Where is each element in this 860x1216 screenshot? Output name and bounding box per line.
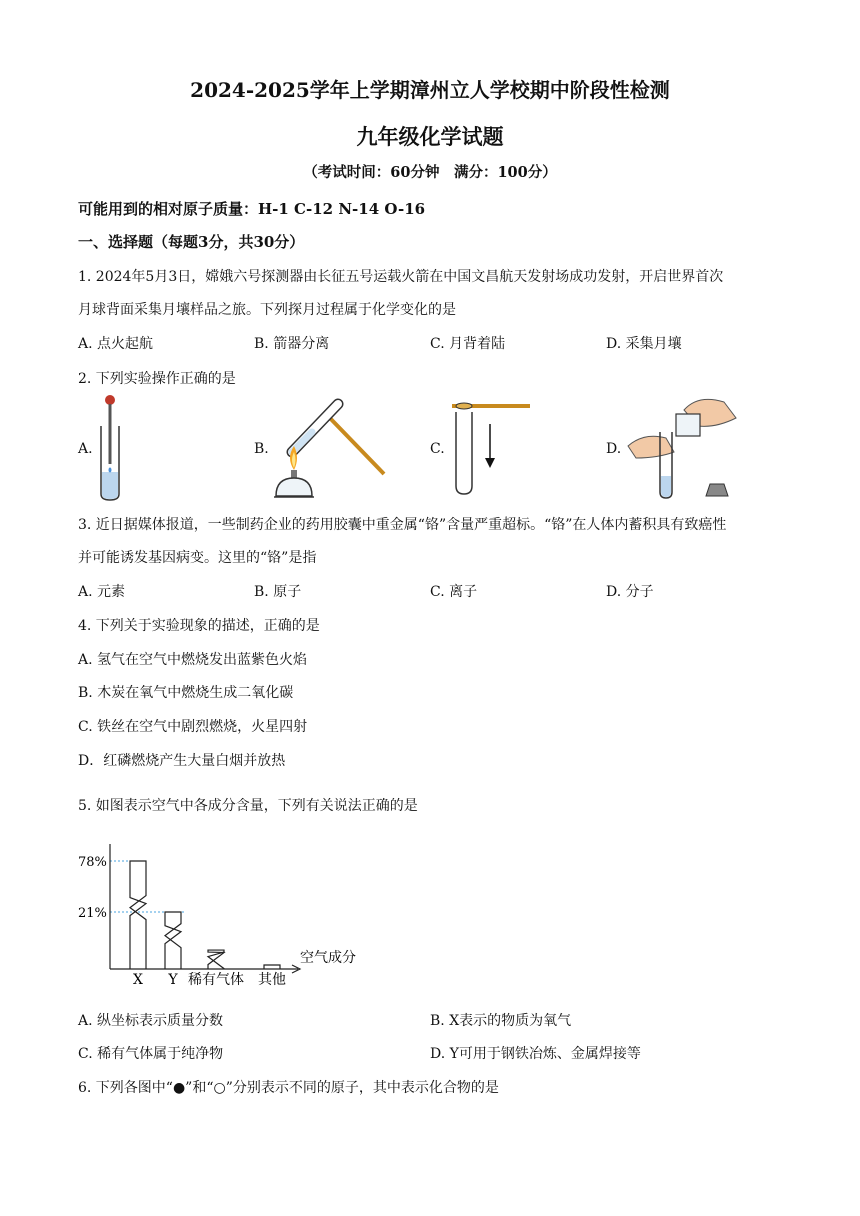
dropper-tube — [109, 404, 112, 464]
reagent-bottle — [676, 414, 700, 436]
q5-stem: 5. 如图表示空气中各成分含量，下列有关说法正确的是 — [78, 798, 418, 814]
q5-option-c: C. 稀有气体属于纯净物 — [78, 1046, 224, 1062]
exam-info: （考试时间：60分钟 满分：100分） — [303, 164, 557, 181]
exam-title: 2024-2025学年上学期漳州立人学校期中阶段性检测 — [190, 78, 670, 102]
section-one-heading: 一、选择题（每题3分，共30分） — [78, 233, 305, 251]
q1-option-b: B. 箭器分离 — [254, 336, 330, 352]
x-tick-label-3: 其他 — [258, 972, 286, 988]
bar-0 — [130, 861, 146, 969]
q4-option-d: D．红磷燃烧产生大量白烟并放热 — [78, 753, 286, 769]
tube-arrow-figure — [448, 398, 534, 498]
q1-option-a: A. 点火起航 — [78, 336, 154, 352]
q5-option-a: A. 纵坐标表示质量分数 — [78, 1013, 224, 1029]
q5-option-b: B. X表示的物质为氧气 — [430, 1013, 572, 1029]
pouring-figure — [624, 392, 742, 504]
q2-label-b: B. — [254, 441, 269, 457]
hand-icon-2 — [628, 436, 674, 458]
q5-option-d: D. Y可用于钢铁冶炼、金属焊接等 — [430, 1046, 641, 1062]
q4-stem: 4. 下列关于实验现象的描述，正确的是 — [78, 618, 320, 634]
test-tube-c — [456, 412, 472, 494]
x-tick-label-0: X — [133, 972, 143, 988]
exam-subtitle: 九年级化学试题 — [356, 124, 504, 149]
q2-label-d: D. — [606, 441, 622, 457]
q2-label-c: C. — [430, 441, 445, 457]
q4-option-a: A. 氢气在空气中燃烧发出蓝紫色火焰 — [78, 652, 308, 668]
air-composition-chart — [76, 840, 376, 990]
x-axis-title: 空气成分 — [300, 950, 356, 966]
bottle-stopper — [706, 484, 728, 496]
x-tick-label-1: Y — [168, 972, 178, 988]
q2-label-a: A. — [78, 441, 93, 457]
q1-line2: 月球背面采集月壤样品之旅。下列探月过程属于化学变化的是 — [78, 302, 456, 318]
dropper-bulb — [105, 395, 115, 405]
q3-option-a: A. 元素 — [78, 584, 126, 600]
ytick-label-78: 78% — [78, 855, 107, 870]
q3-option-c: C. 离子 — [430, 584, 478, 600]
q3-line2: 并可能诱发基因病变。这里的“铬”是指 — [78, 550, 317, 566]
bar-1 — [165, 912, 181, 969]
q4-option-b: B. 木炭在氧气中燃烧生成二氧化碳 — [78, 685, 294, 701]
heating-figure — [272, 392, 390, 504]
bar-2 — [208, 950, 224, 969]
liquid-a — [102, 472, 118, 499]
q3-option-d: D. 分子 — [606, 584, 654, 600]
atomic-masses: 可能用到的相对原子质量：H-1 C-12 N-14 O-16 — [78, 200, 426, 218]
x-tick-label-2: 稀有气体 — [188, 972, 244, 988]
q4-option-c: C. 铁丝在空气中剧烈燃烧，火星四射 — [78, 719, 308, 735]
drop-icon — [109, 468, 112, 473]
q1-option-c: C. 月背着陆 — [430, 336, 506, 352]
alcohol-lamp — [276, 478, 312, 496]
q2-stem: 2. 下列实验操作正确的是 — [78, 371, 236, 387]
dropper-figure — [96, 392, 132, 504]
q3-line1: 3. 近日据媒体报道，一些制药企业的药用胶囊中重金属“铬”含量严重超标。“铬”在人体内蓄积具有致癌性 — [78, 517, 727, 533]
q3-option-b: B. 原子 — [254, 584, 302, 600]
ytick-label-21: 21% — [78, 906, 107, 921]
q1-line1: 1. 2024年5月3日，嫦娥六号探测器由长征五号运载火箭在中国文昌航天发射场成功发射，开启世界首次 — [78, 269, 724, 285]
tube-holder — [326, 414, 384, 474]
q1-option-d: D. 采集月壤 — [606, 336, 682, 352]
q6-stem: 6. 下列各图中“●”和“○”分别表示不同的原子，其中表示化合物的是 — [78, 1080, 499, 1096]
